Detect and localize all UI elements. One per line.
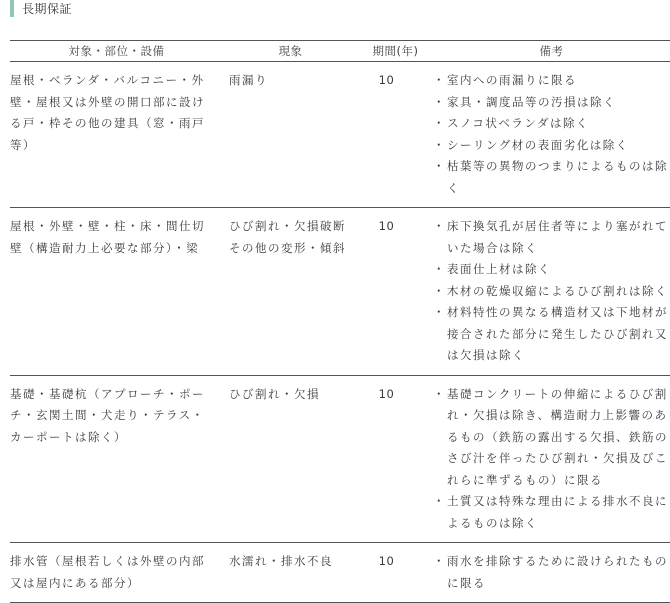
cell-target: 屋根・外壁・壁・柱・床・間仕切壁（構造耐力上必要な部分）・梁 xyxy=(10,208,223,376)
cell-phenomenon: ひび割れ・欠損 xyxy=(223,375,358,543)
note-item xyxy=(433,384,670,492)
note-text: 枯葉等の異物のつまりによるものは除く xyxy=(447,159,668,195)
bullet-dot: ・ xyxy=(433,116,446,130)
header-phenomenon: 現象 xyxy=(223,41,358,62)
table-row xyxy=(10,375,670,543)
cell-notes xyxy=(433,543,670,603)
cell-notes xyxy=(433,62,670,208)
bullet-dot: ・ xyxy=(433,94,446,109)
note-item xyxy=(433,216,670,259)
warranty-table xyxy=(10,40,670,603)
section-marker xyxy=(10,0,14,17)
notes-list xyxy=(433,551,670,594)
note-item xyxy=(433,70,670,92)
notes-list xyxy=(433,384,670,535)
header-target: 対象・部位・設備 xyxy=(10,41,223,62)
table-row xyxy=(10,208,670,376)
bullet-dot: ・ xyxy=(433,159,446,173)
note-text: シーリング材の表面劣化は除く xyxy=(447,137,629,152)
bullet-dot: ・ xyxy=(433,262,446,276)
cell-target: 基礎・基礎杭（アプローチ・ポーチ・玄関土間・犬走り・テラス・カーポートは除く） xyxy=(10,375,223,543)
header-notes: 備考 xyxy=(433,41,670,62)
note-text: 家具・調度品等の汚損は除く xyxy=(447,94,616,109)
cell-target: 排水管（屋根若しくは外壁の内部又は屋内にある部分） xyxy=(10,543,223,603)
note-text: 雨水を排除するために設けられたものに限る xyxy=(447,554,668,590)
bullet-dot: ・ xyxy=(433,305,446,319)
cell-phenomenon: 水濡れ・排水不良 xyxy=(223,543,358,603)
note-text: 基礎コンクリートの伸縮によるひび割れ・欠損は除き、構造耐力上影響のあるもの（鉄筋の露出する欠損、鉄筋のさび汁を伴ったひび割れ・欠損及びこれらに準ずるもの）に限る xyxy=(447,386,668,487)
table-row xyxy=(10,543,670,603)
section-heading xyxy=(10,0,72,17)
cell-period: 10 xyxy=(358,62,433,208)
note-item xyxy=(433,491,670,534)
cell-period: 10 xyxy=(358,543,433,603)
bullet-dot: ・ xyxy=(433,494,446,508)
note-text: 室内への雨漏りに限る xyxy=(447,73,577,87)
cell-notes xyxy=(433,375,670,543)
header-period: 期間(年) xyxy=(358,41,433,62)
note-item xyxy=(433,156,670,199)
bullet-dot: ・ xyxy=(433,73,446,87)
cell-target: 屋根・ベランダ・バルコニー・外壁・屋根又は外壁の開口部に設ける戸・枠その他の建具（窓・雨戸等） xyxy=(10,62,223,208)
section-title: 長期保証 xyxy=(22,2,73,16)
note-item xyxy=(433,259,670,281)
notes-list xyxy=(433,70,670,199)
cell-phenomenon: ひび割れ・欠損破断その他の変形・傾斜 xyxy=(223,208,358,376)
note-item xyxy=(433,92,670,114)
cell-phenomenon: 雨漏り xyxy=(223,62,358,208)
bullet-dot: ・ xyxy=(433,386,446,401)
note-text: 土質又は特殊な理由による排水不良によるものは除く xyxy=(447,494,668,530)
note-text: スノコ状ベランダは除く xyxy=(447,116,589,130)
note-item xyxy=(433,281,670,303)
cell-notes xyxy=(433,208,670,376)
note-text: 床下換気孔が居住者等により塞がれていた場合は除く xyxy=(447,219,668,255)
bullet-dot: ・ xyxy=(433,283,446,298)
cell-period: 10 xyxy=(358,208,433,376)
table-row xyxy=(10,62,670,208)
notes-list xyxy=(433,216,670,367)
note-text: 木材の乾燥収縮によるひび割れは除く xyxy=(447,283,668,298)
note-item xyxy=(433,113,670,135)
note-text: 材料特性の異なる構造材又は下地材が接合された部分に発生したひび割れ又は欠損は除く xyxy=(447,305,668,362)
cell-period: 10 xyxy=(358,375,433,543)
note-item xyxy=(433,135,670,157)
table-header-row xyxy=(10,41,670,62)
bullet-dot: ・ xyxy=(433,137,446,152)
note-text: 表面仕上材は除く xyxy=(447,262,551,276)
note-item xyxy=(433,551,670,594)
bullet-dot: ・ xyxy=(433,219,446,233)
bullet-dot: ・ xyxy=(433,554,446,568)
note-item xyxy=(433,302,670,367)
